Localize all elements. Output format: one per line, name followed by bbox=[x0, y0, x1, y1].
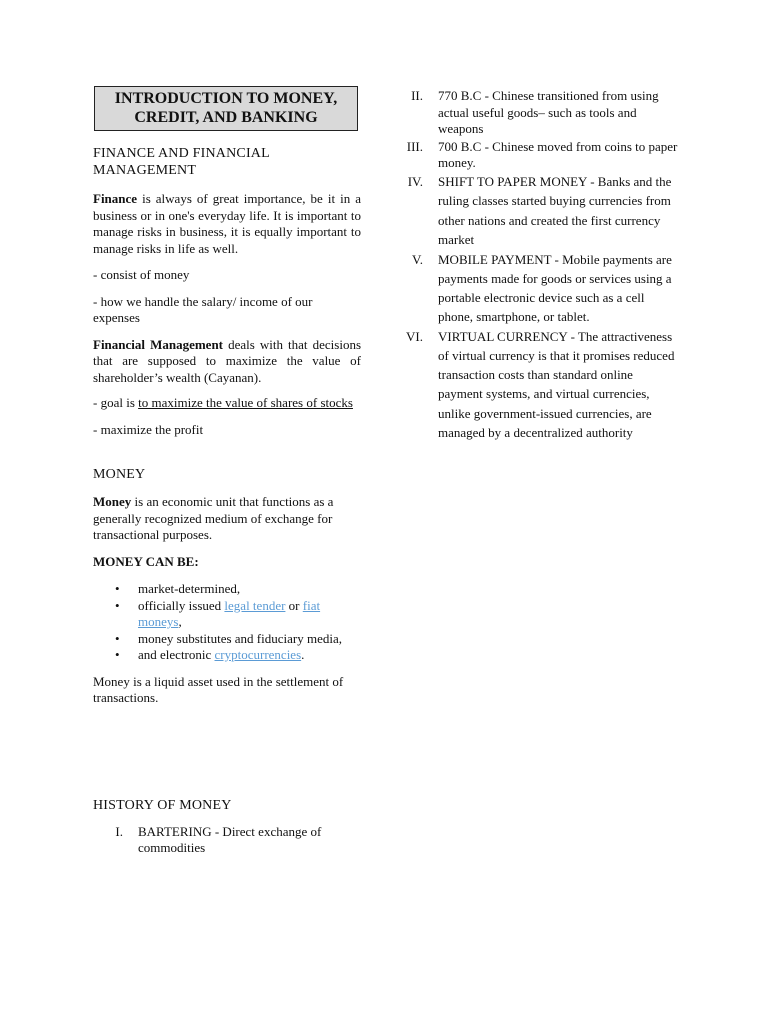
bullet-icon: • bbox=[115, 647, 120, 662]
list-item: • and electronic cryptocurrencies. bbox=[115, 647, 305, 662]
right-column bbox=[393, 88, 678, 442]
list-item: IV. SHIFT TO PAPER MONEY - Banks and the ruling classes started buying currencies from other nations and created the first currency market bbox=[407, 173, 672, 247]
history-list-left bbox=[93, 824, 361, 857]
list-item: VI. VIRTUAL CURRENCY - The attractiveness of virtual currency is that it promises reduced transaction costs than standard online payment systems, and virtual currencies, unlike government-issued currencies, are managed by a decentralized authority bbox=[406, 328, 675, 440]
title-line-2: CREDIT, AND BANKING bbox=[134, 109, 318, 126]
financial-management-definition: Financial Management deals with that decisions that are supposed to maximize the value of shareholder’s wealth (Cayanan). bbox=[93, 336, 362, 385]
history-section-heading: HISTORY OF MONEY bbox=[93, 797, 232, 813]
legal-tender-link[interactable]: legal tender bbox=[224, 597, 286, 613]
finance-point-money: - consist of money bbox=[93, 267, 190, 282]
bullet-icon: • bbox=[115, 581, 120, 596]
list-item: • money substitutes and fiduciary media, bbox=[115, 630, 342, 646]
money-liquid-asset-text: Money is a liquid asset used in the settlement of transactions. bbox=[93, 673, 344, 705]
money-can-be-heading: MONEY CAN BE: bbox=[93, 553, 199, 569]
money-can-be-list bbox=[93, 581, 361, 664]
document-title bbox=[94, 86, 358, 131]
financial-management-term: Financial Management bbox=[93, 336, 224, 352]
finance-term: Finance bbox=[93, 191, 138, 206]
fiat-moneys-link[interactable]: fiat moneys bbox=[138, 597, 321, 629]
money-section-heading: MONEY bbox=[93, 467, 146, 482]
finance-point-salary: - how we handle the salary/ income of our expenses bbox=[93, 293, 313, 325]
bullet-icon: • bbox=[115, 597, 120, 613]
money-term: Money bbox=[93, 494, 132, 509]
finance-point-profit: - maximize the profit bbox=[93, 421, 204, 437]
list-item: • market-determined, bbox=[115, 581, 241, 596]
finance-goal: - goal is to maximize the value of shares of stocks bbox=[93, 395, 353, 410]
finance-definition: Finance is always of great importance, be it in a business or in one's everyday life. It is important to manage risks in business, it is equally important to manage risks in life as well. bbox=[93, 191, 361, 256]
list-item: I. BARTERING - Direct exchange of commodities bbox=[115, 823, 322, 855]
list-item: II. 770 B.C - Chinese transitioned from using actual useful goods– such as tools and weapons bbox=[411, 88, 659, 136]
title-line-1: INTRODUCTION TO MONEY, bbox=[114, 90, 338, 107]
left-column bbox=[93, 86, 361, 857]
money-definition: Money is an economic unit that functions as a generally recognized medium of exchange for transactional purposes. bbox=[93, 494, 334, 542]
bullet-icon: • bbox=[115, 630, 120, 646]
list-item: • officially issued legal tender or fiat moneys, bbox=[115, 597, 321, 629]
list-item: III. 700 B.C - Chinese moved from coins to paper money. bbox=[406, 138, 678, 170]
cryptocurrencies-link[interactable]: cryptocurrencies bbox=[214, 647, 302, 662]
list-item: V. MOBILE PAYMENT - Mobile payments are payments made for goods or services using a portable electronic device such as a cell phone, smartphone, or tablet. bbox=[412, 251, 672, 325]
finance-section-heading: FINANCE AND FINANCIAL MANAGEMENT bbox=[93, 146, 270, 178]
